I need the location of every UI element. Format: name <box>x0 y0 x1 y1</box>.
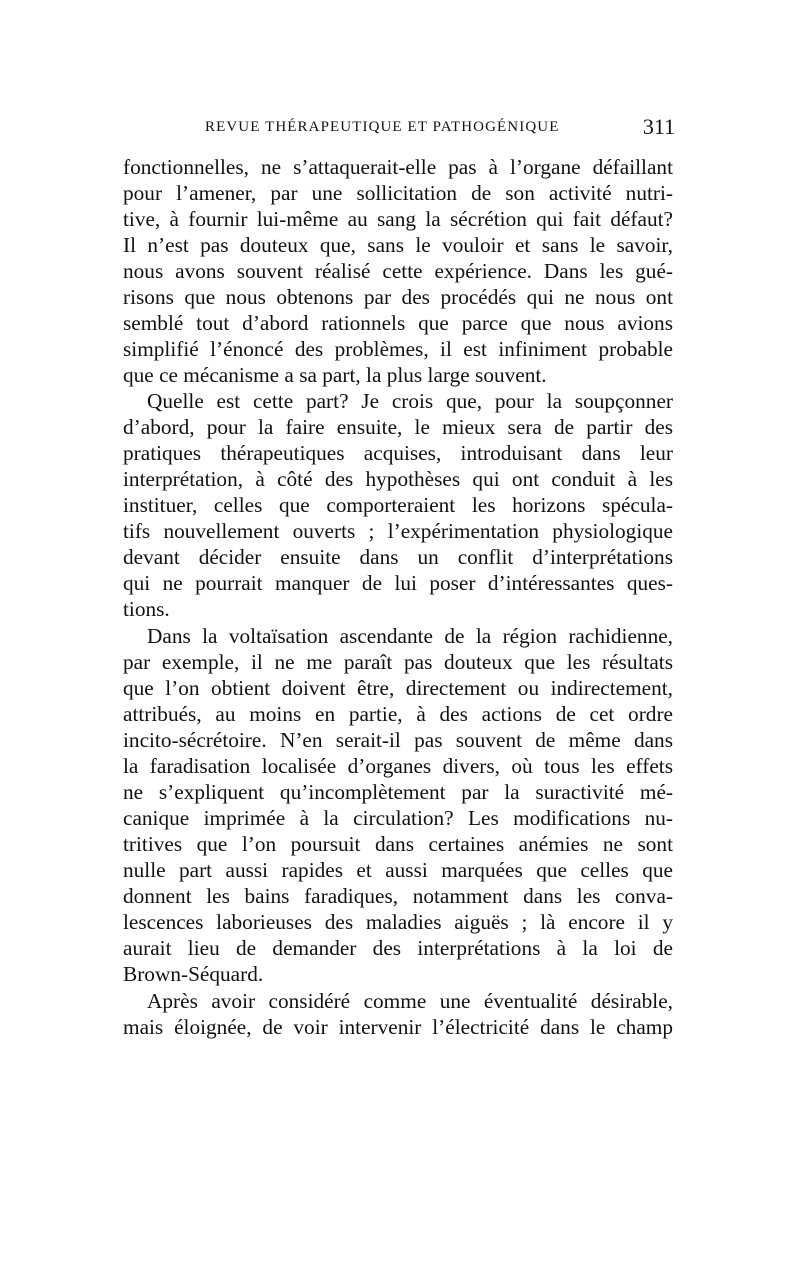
page-number: 311 <box>642 114 675 139</box>
text-line: nous avons souvent réalisé cette expérience. Dans les gué- <box>123 259 673 283</box>
running-title: REVUE THÉRAPEUTIQUE ET PATHOGÉNIQUE <box>205 119 560 135</box>
text-line: incito-sécrétoire. N’en serait-il pas souvent de même dans <box>123 728 673 752</box>
running-head <box>205 114 675 141</box>
text-line: lescences laborieuses des maladies aiguës ; là encore il y <box>123 910 673 934</box>
text-line: Il n’est pas douteux que, sans le vouloir et sans le savoir, <box>123 233 673 257</box>
text-line: par exemple, il ne me paraît pas douteux que les résultats <box>123 650 673 674</box>
text-line: attribués, au moins en partie, à des actions de cet ordre <box>123 702 673 726</box>
text-line: instituer, celles que comporteraient les horizons spécula- <box>123 493 673 517</box>
text-line: tive, à fournir lui-même au sang la sécrétion qui fait défaut? <box>123 207 673 231</box>
text-line: canique imprimée à la circulation? Les modifications nu- <box>123 806 673 830</box>
text-line: devant décider ensuite dans un conflit d’interprétations <box>123 545 673 569</box>
text-line: simplifié l’énoncé des problèmes, il est infiniment probable <box>123 337 673 361</box>
text-line: risons que nous obtenons par des procédés qui ne nous ont <box>123 285 673 309</box>
text-line: mais éloignée, de voir intervenir l’électricité dans le champ <box>123 1015 673 1039</box>
text-line: qui ne pourrait manquer de lui poser d’intéressantes ques- <box>123 571 673 595</box>
text-line: que ce mécanisme a sa part, la plus large souvent. <box>123 363 547 387</box>
text-line: interprétation, à côté des hypothèses qui ont conduit à les <box>123 467 673 491</box>
text-line: ne s’expliquent qu’incomplètement par la suractivité mé- <box>123 780 673 804</box>
text-line: fonctionnelles, ne s’attaquerait-elle pas à l’organe défaillant <box>123 155 673 179</box>
text-line: pratiques thérapeutiques acquises, introduisant dans leur <box>123 441 673 465</box>
text-line: que l’on obtient doivent être, directement ou indirectement, <box>123 676 673 700</box>
text-line: la faradisation localisée d’organes divers, où tous les effets <box>123 754 673 778</box>
text-line: Dans la voltaïsation ascendante de la région rachidienne, <box>147 624 673 648</box>
text-line: semblé tout d’abord rationnels que parce que nous avions <box>123 311 673 335</box>
text-line: Après avoir considéré comme une éventualité désirable, <box>147 989 673 1013</box>
text-line: nulle part aussi rapides et aussi marquées que celles que <box>123 858 673 882</box>
text-line: tifs nouvellement ouverts ; l’expérimentation physiologique <box>123 519 673 543</box>
text-line: Brown-Séquard. <box>123 962 264 986</box>
text-line: donnent les bains faradiques, notamment dans les conva- <box>123 884 673 908</box>
text-line: tritives que l’on poursuit dans certaines anémies ne sont <box>123 832 673 856</box>
text-line: Quelle est cette part? Je crois que, pour la soupçonner <box>147 389 673 413</box>
text-line: d’abord, pour la faire ensuite, le mieux sera de partir des <box>123 415 673 439</box>
text-line: tions. <box>123 597 170 621</box>
text-line: pour l’amener, par une sollicitation de son activité nutri- <box>123 181 673 205</box>
text-line: aurait lieu de demander des interprétations à la loi de <box>123 936 673 960</box>
